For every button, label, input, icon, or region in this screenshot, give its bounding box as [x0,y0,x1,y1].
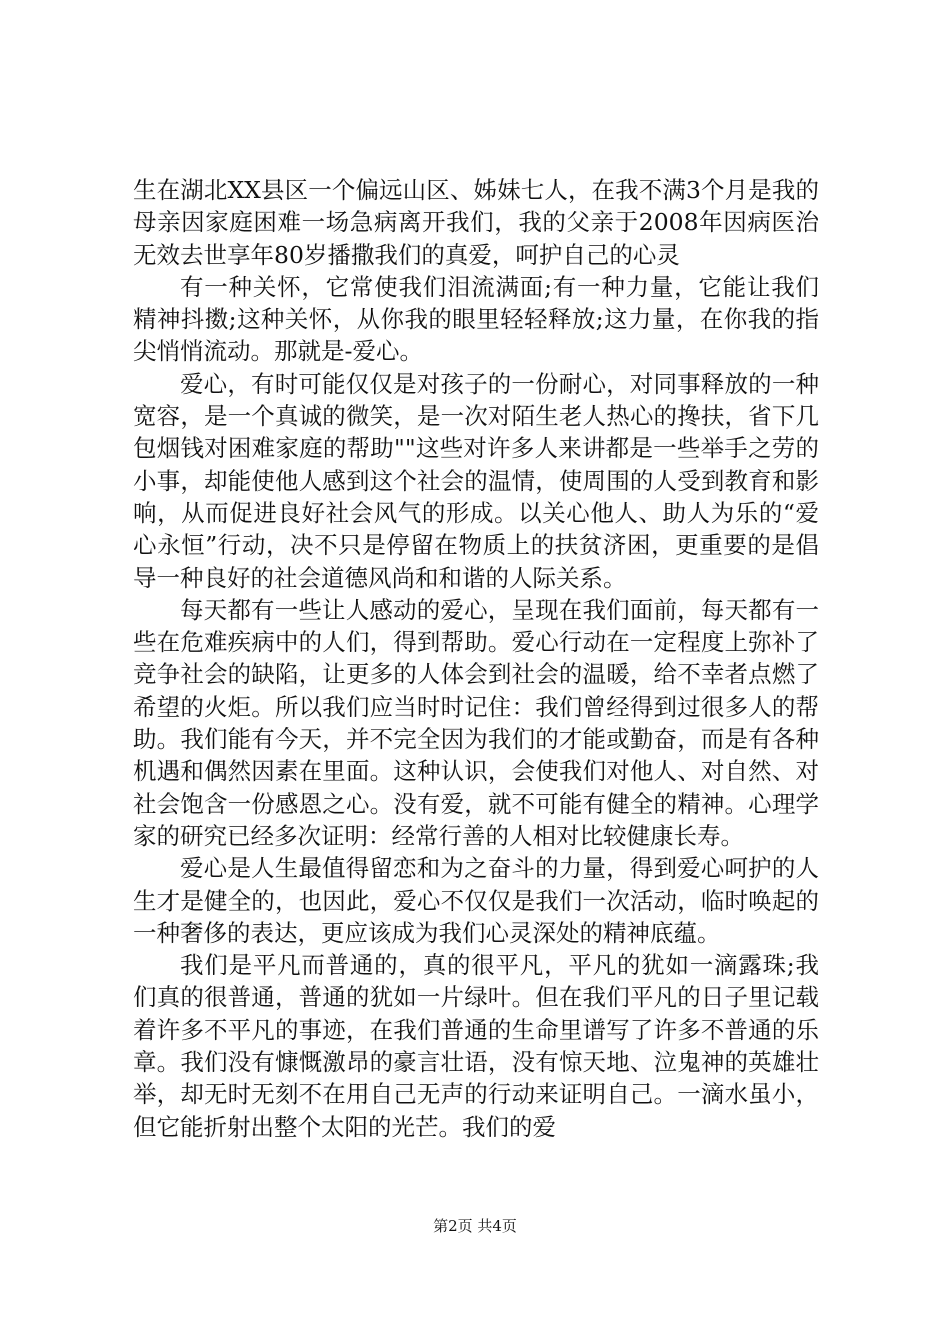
paragraph-5: 爱心是人生最值得留恋和为之奋斗的力量，得到爱心呵护的人生才是健全的，也因此，爱心不仅仅是我们一次活动，临时唤起的一种奢侈的表达，更应该成为我们心灵深处的精神底蕴。 [133,854,819,947]
paragraph-2: 有一种关怀，它常使我们泪流满面;有一种力量，它能让我们精神抖擞;这种关怀，从你我的眼里轻轻释放;这力量，在你我的指尖悄悄流动。那就是-爱心。 [133,272,819,366]
page-footer: 第2页 共4页 [433,1217,517,1235]
paragraph-1: 生在湖北XX县区一个偏远山区、姊妹七人，在我不满3个月是我的母亲因家庭困难一场急病离开我们，我的父亲于2008年因病医治无效去世享年80岁播撒我们的真爱，呵护自己的心灵 [133,176,819,269]
paragraph-4: 每天都有一些让人感动的爱心，呈现在我们面前，每天都有一些在危难疾病中的人们，得到帮助。爱心行动在一定程度上弥补了竞争社会的缺陷，让更多的人体会到社会的温暖，给不幸者点燃了希望的火炬。所以我们应当时时记住：我们曾经得到过很多人的帮助。我们能有今天，并不完全因为我们的才能或勤奋，而是有各种机遇和偶然因素在里面。这种认识，会使我们对他人、对自然、对社会饱含一份感恩之心。没有爱，就不可能有健全的精神。心理学家的研究已经多次证明：经常行善的人相对比较健康长寿。 [133,595,819,850]
body-text [133,174,819,1143]
paragraph-6: 我们是平凡而普通的，真的很平凡，平凡的犹如一滴露珠;我们真的很普通，普通的犹如一片绿叶。但在我们平凡的日子里记载着许多不平凡的事迹，在我们普通的生命里谱写了许多不普通的乐章。我们没有慷慨激昂的豪言壮语，没有惊天地、泣鬼神的英雄壮举，却无时无刻不在用自己无声的行动来证明自己。一滴水虽小，但它能折射出整个太阳的光芒。我们的爱 [133,951,819,1141]
paragraph-3: 爱心，有时可能仅仅是对孩子的一份耐心，对同事释放的一种宽容，是一个真诚的微笑，是一次对陌生老人热心的搀扶，省下几包烟钱对困难家庭的帮助""这些对许多人来讲都是一些举手之劳的小事，却能使他人感到这个社会的温情，使周围的人受到教育和影响，从而促进良好社会风气的形成。以关心他人、助人为乐的“爱心永恒”行动，决不只是停留在物质上的扶贫济困，更重要的是倡导一种良好的社会道德风尚和和谐的人际关系。 [133,369,819,592]
